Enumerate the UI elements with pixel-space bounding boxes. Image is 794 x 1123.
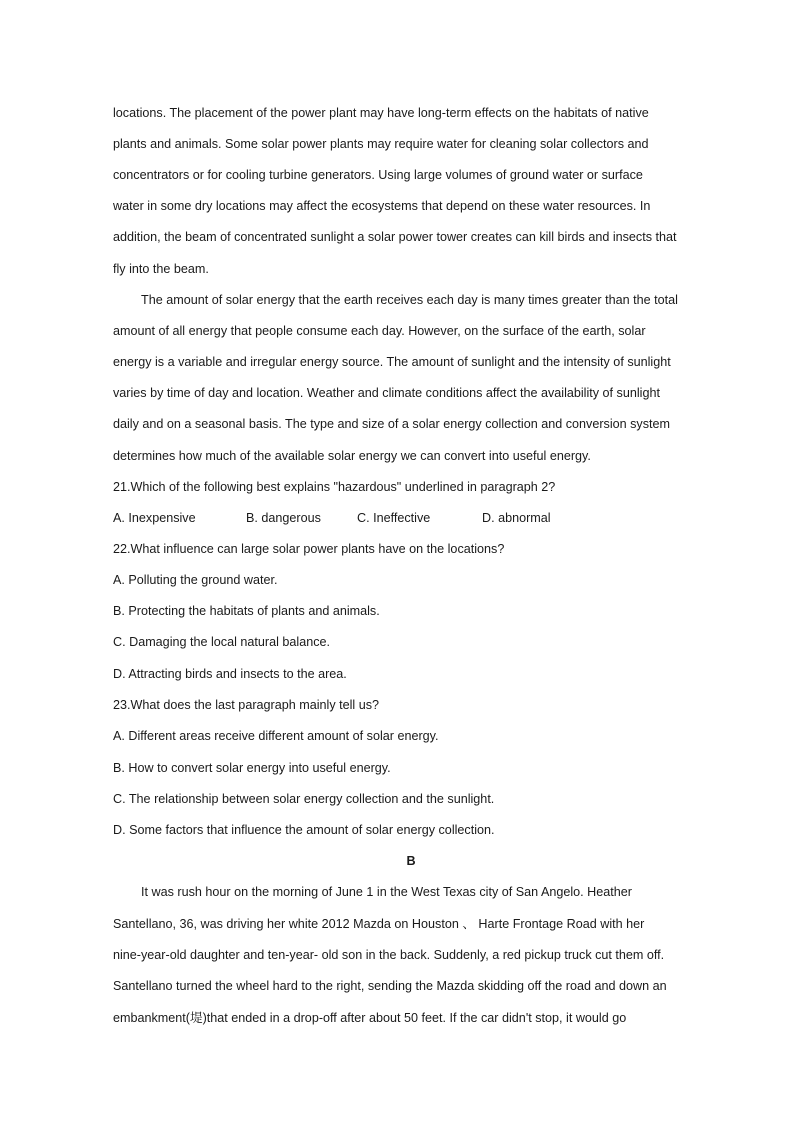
option-d: D. abnormal — [482, 511, 551, 525]
option-a: A. Polluting the ground water. — [113, 573, 278, 587]
option-b: B. Protecting the habitats of plants and animals. — [113, 604, 380, 618]
text-line: water in some dry locations may affect the ecosystems that depend on these water resources. In — [113, 199, 651, 213]
text-line: determines how much of the available solar energy we can convert into useful energy. — [113, 449, 591, 463]
text-line: nine-year-old daughter and ten-year- old son in the back. Suddenly, a red pickup truck cut them off. — [113, 948, 665, 962]
option-a: A. Inexpensive — [113, 511, 196, 525]
option-c: C. Damaging the local natural balance. — [113, 635, 331, 649]
option-b: B. dangerous — [246, 511, 321, 525]
passage-b-heading: B — [406, 854, 416, 868]
question-stem: 21.Which of the following best explains "hazardous" underlined in paragraph 2? — [113, 480, 556, 494]
text-line: daily and on a seasonal basis. The type and size of a solar energy collection and conversion system — [113, 417, 671, 431]
option-d: D. Attracting birds and insects to the area. — [113, 667, 347, 681]
text-line: addition, the beam of concentrated sunlight a solar power tower creates can kill birds and insects that — [113, 230, 677, 244]
option-b: B. How to convert solar energy into useful energy. — [113, 761, 391, 775]
option-c: C. Ineffective — [357, 511, 431, 525]
option-a: A. Different areas receive different amount of solar energy. — [113, 729, 439, 743]
text-line: locations. The placement of the power plant may have long-term effects on the habitats of native — [113, 106, 649, 120]
text-line: amount of all energy that people consume each day. However, on the surface of the earth, solar — [113, 324, 646, 338]
text-line: embankment(堤)that ended in a drop-off after about 50 feet. If the car didn't stop, it would go — [113, 1011, 627, 1025]
text-line: It was rush hour on the morning of June 1 in the West Texas city of San Angelo. Heather — [141, 885, 632, 899]
text-line: plants and animals. Some solar power plants may require water for cleaning solar collectors and — [113, 137, 649, 151]
text-line: Santellano, 36, was driving her white 2012 Mazda on Houston 、 Harte Frontage Road with her — [113, 917, 645, 931]
text-line: The amount of solar energy that the earth receives each day is many times greater than the total — [141, 293, 678, 307]
option-c: C. The relationship between solar energy collection and the sunlight. — [113, 792, 495, 806]
option-d: D. Some factors that influence the amount of solar energy collection. — [113, 823, 495, 837]
text-line: varies by time of day and location. Weather and climate conditions affect the availability of sunlight — [113, 386, 660, 400]
question-stem: 22.What influence can large solar power plants have on the locations? — [113, 542, 505, 556]
text-line: energy is a variable and irregular energy source. The amount of sunlight and the intensity of sunlight — [113, 355, 671, 369]
text-line: Santellano turned the wheel hard to the right, sending the Mazda skidding off the road and down an — [113, 979, 667, 993]
text-line: concentrators or for cooling turbine generators. Using large volumes of ground water or surface — [113, 168, 643, 182]
text-line: fly into the beam. — [113, 262, 209, 276]
question-stem: 23.What does the last paragraph mainly tell us? — [113, 698, 380, 712]
